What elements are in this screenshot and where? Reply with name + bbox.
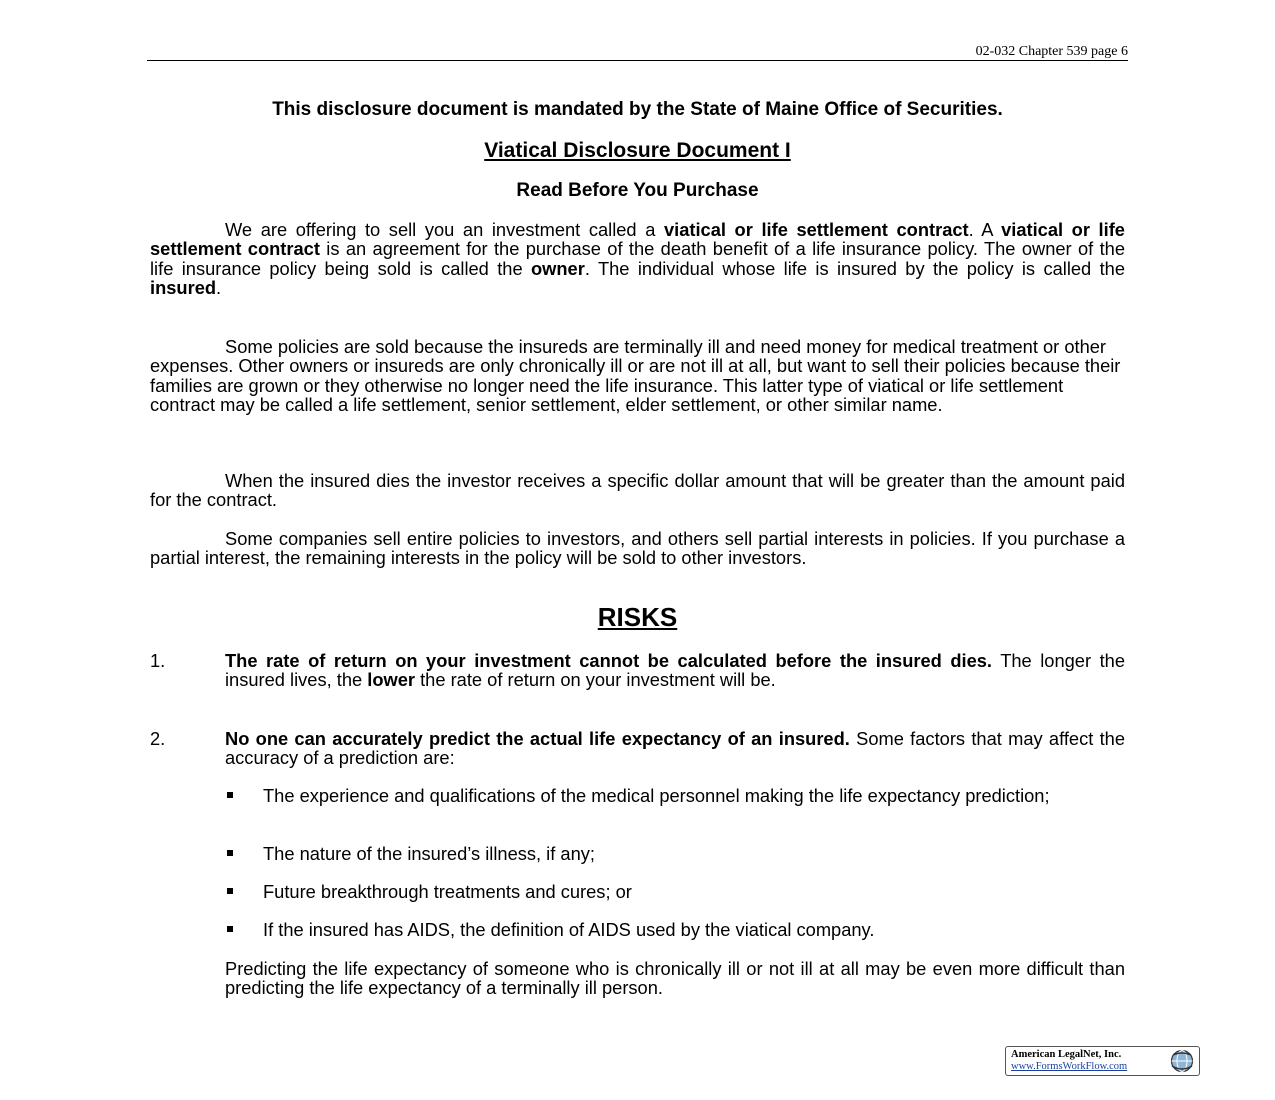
- bullet-square-icon: [227, 926, 233, 932]
- paragraph-policies: Some policies are sold because the insureds are terminally ill and need money for medical treatment or other expenses. Other owners or insureds are only chronically ill or are not ill at all, but want to sell their policies because their families are grown or they otherwise no longer need the life insurance. This latter type of viatical or life settlement contract may be called a life settlement, senior settlement, elder settlement, or other similar name.: [150, 336, 1121, 415]
- bullet-text: If the insured has AIDS, the definition of AIDS used by the viatical company.: [263, 919, 875, 940]
- paragraph-partial-interests: Some companies sell entire policies to investors, and others sell partial interests in policies. If you purchase a partial interest, the remaining interests in the policy will be sold to other investors.: [150, 528, 1125, 569]
- globe-logo-icon: [1169, 1049, 1195, 1073]
- bullet-text: The nature of the insured’s illness, if any;: [263, 843, 595, 864]
- mandate-notice: This disclosure document is mandated by the State of Maine Office of Securities.: [272, 99, 1003, 120]
- p1-bold-term-2: viatical or life settlement contract: [150, 219, 1125, 260]
- p1-text-c: . A: [968, 219, 1002, 240]
- p1-text-e: . The individual whose life is insured by the policy is called the: [584, 257, 1125, 279]
- risk-bold-lower: lower: [367, 669, 416, 691]
- footer-badge[interactable]: [1005, 1046, 1200, 1076]
- risk-number: 2.: [150, 728, 166, 749]
- risk-text: [225, 729, 1125, 768]
- risk-number: 1.: [150, 650, 166, 671]
- document-title: [150, 139, 1125, 163]
- p1-text-d: is an agreement for the purchase of the death benefit of a life insurance policy. The owner of the life insurance policy being sold is called the: [150, 238, 1125, 279]
- document-title-text: Viatical Disclosure Document I: [484, 139, 791, 162]
- p1-bold-insured: insured: [150, 276, 217, 298]
- p1-text-a: We are offering to sell you an investment called a: [225, 219, 664, 240]
- risk-text-b: the rate of return on your investment will be.: [415, 669, 776, 691]
- header-text: 02-032 Chapter 539 page 6: [975, 44, 1128, 59]
- badge-company-name: American LegalNet, Inc.: [1011, 1049, 1122, 1060]
- risk-text-a: The longer the insured lives, the: [225, 650, 1126, 691]
- badge-url-link[interactable]: www.FormsWorkFlow.com: [1011, 1061, 1128, 1072]
- risk-text: [225, 651, 1125, 690]
- risks-heading-text: RISKS: [597, 602, 678, 632]
- risk-bold-statement: The rate of return on your investment cannot be calculated before the insured dies.: [225, 650, 993, 671]
- risk-text-a: Some factors that may affect the accuracy of a prediction are:: [225, 728, 1126, 769]
- p1-bold-term-1: viatical or life settlement contract: [663, 219, 969, 240]
- bullet-square-icon: [227, 850, 233, 856]
- bullet-square-icon: [227, 888, 233, 894]
- bullet-text: The experience and qualifications of the medical personnel making the life expectancy prediction;: [263, 785, 1050, 806]
- bullet-text: Future breakthrough treatments and cures; or: [263, 881, 632, 902]
- paragraph-closing: Predicting the life expectancy of someone who is chronically ill or not ill at all may be even more difficult than predicting the life expectancy of a terminally ill person.: [225, 958, 1125, 999]
- p1-bold-owner: owner: [531, 257, 585, 279]
- document-subtitle: Read Before You Purchase: [516, 180, 759, 201]
- p1-text-f: .: [216, 276, 222, 298]
- risks-heading: [150, 602, 1125, 632]
- paragraph-intro: [150, 220, 1125, 297]
- bullet-square-icon: [227, 792, 233, 798]
- risk-bold-statement: No one can accurately predict the actual life expectancy of an insured.: [225, 728, 850, 749]
- page-header: [147, 44, 1128, 61]
- paragraph-insured-dies: When the insured dies the investor receives a specific dollar amount that will be greater than the amount paid for the contract.: [150, 470, 1125, 511]
